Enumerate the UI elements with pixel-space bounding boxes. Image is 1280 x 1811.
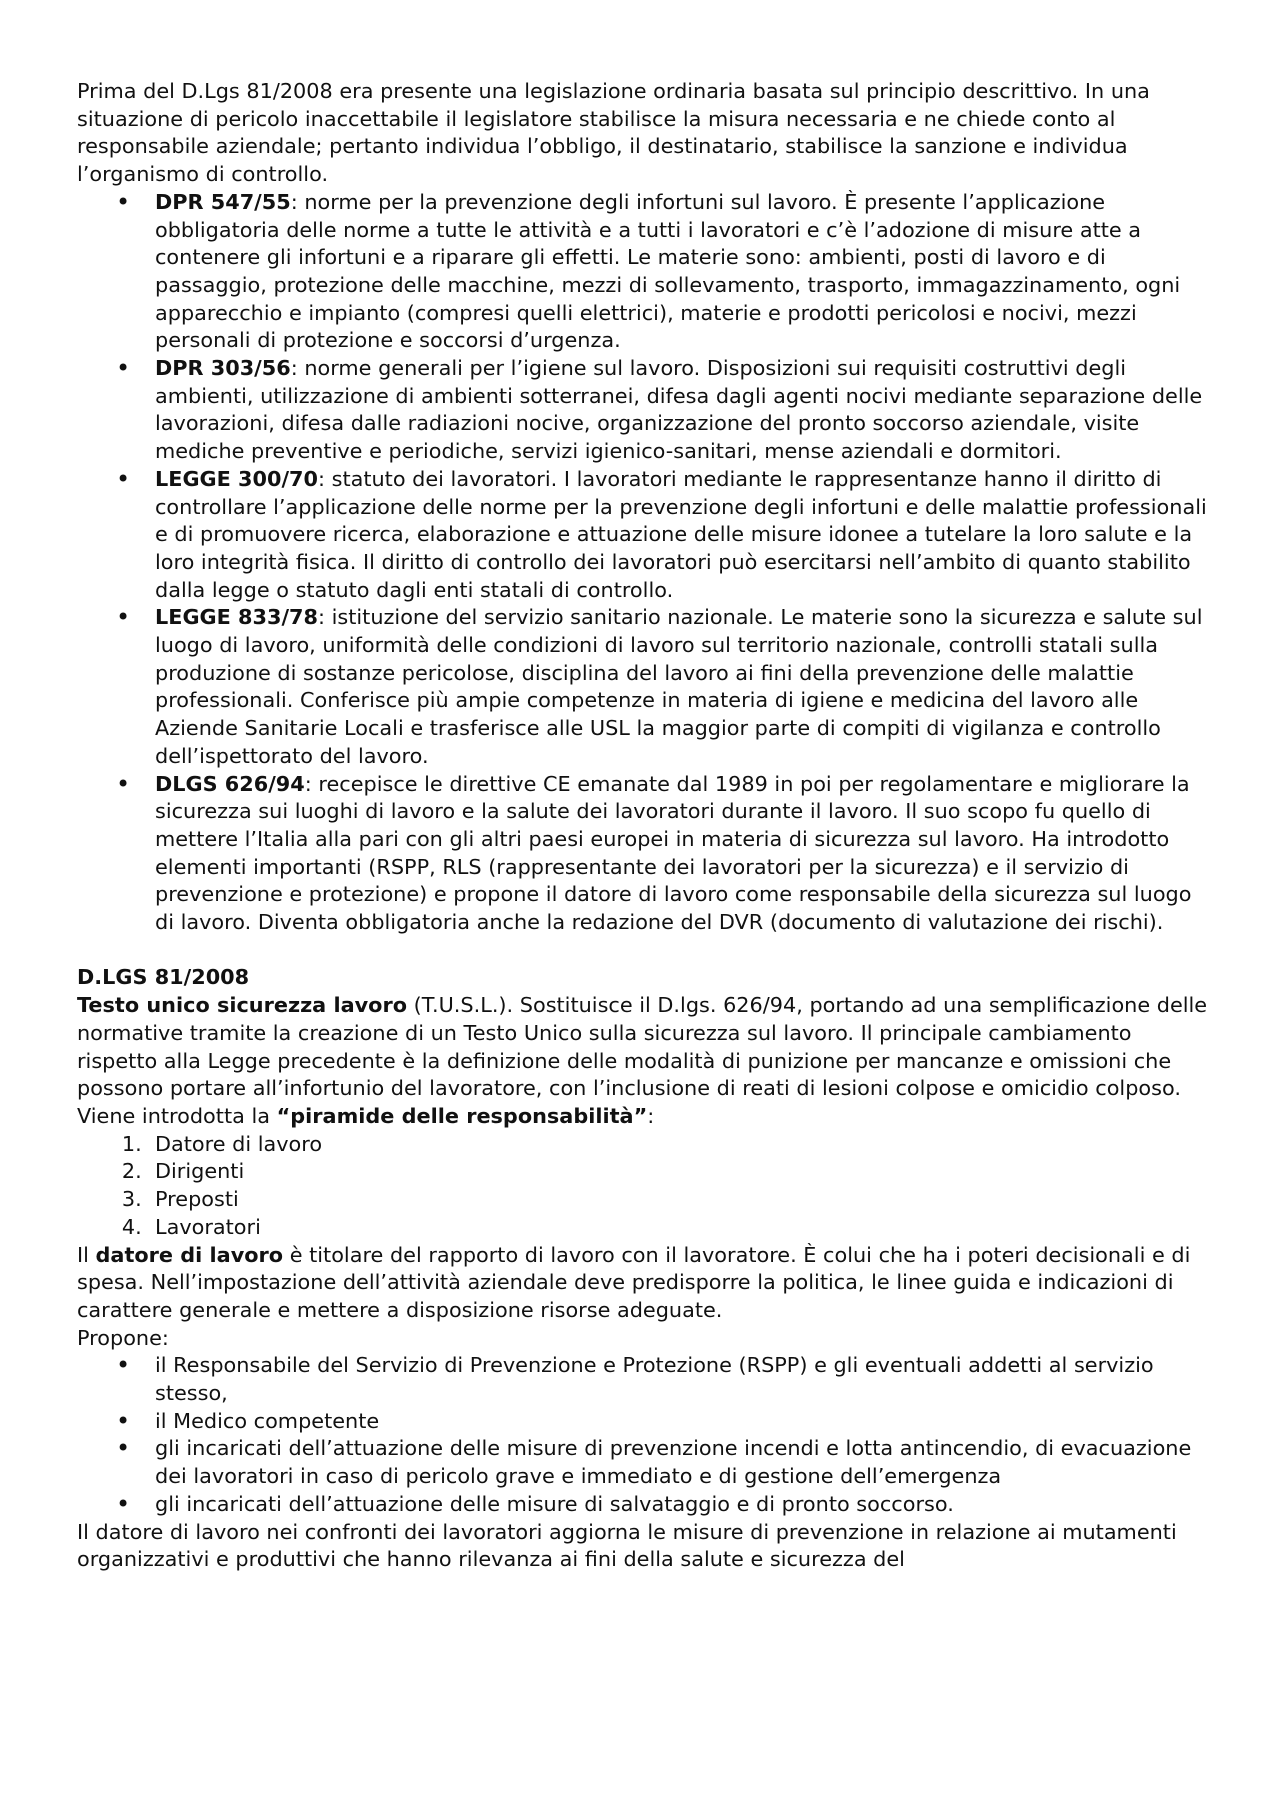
document-page: [77, 78, 1217, 1574]
law-description: : recepisce le direttive CE emanate dal 1989 in poi per regolamentare e migliorare la sicurezza sui luoghi di lavoro e la salute dei lavoratori durante il lavoro. Il suo scopo fu quello di mettere l’Italia alla pari con gli altri paesi europei in materia di sicurezza sul lavoro. Ha introdotto elementi importanti (RSPP, RLS (rappresentante dei lavoratori per la sicurezza) e il servizio di prevenzione e protezione) e propone il datore di lavoro come responsabile della sicurezza sul luogo di lavoro. Diventa obbligatoria anche la redazione del DVR (documento di valutazione dei rischi).: [155, 771, 1192, 935]
list-item: • il Medico competente: [155, 1408, 1217, 1436]
law-description: : istituzione del servizio sanitario nazionale. Le materie sono la sicurezza e salute sul luogo di lavoro, uniformità delle condizioni di lavoro sul territorio nazionale, controlli statali sulla produzione di sostanze pericolose, disciplina del lavoro ai fini della prevenzione delle malattie professionali. Conferisce più ampie competenze in materia di igiene e medicina del lavoro alle Aziende Sanitarie Locali e trasferisce alle USL la maggior parte di compiti di vigilanza e controllo dell’ispettorato del lavoro.: [155, 605, 1203, 768]
law-title: DPR 303/56: [155, 356, 291, 381]
list-item: [155, 189, 1217, 355]
law-title: LEGGE 833/78: [155, 605, 318, 630]
list-item: 3. Preposti: [155, 1186, 1217, 1214]
list-item: [155, 771, 1217, 937]
pyramid-title: “piramide delle responsabilità”: [276, 1104, 648, 1128]
list-item: 4. Lavoratori: [155, 1214, 1217, 1242]
pyramid-list: [77, 1131, 1217, 1242]
intro-paragraph: Prima del D.Lgs 81/2008 era presente una legislazione ordinaria basata sul principio descrittivo. In una situazione di pericolo inaccettabile il legislatore stabilisce la misura necessaria e ne chiede conto al responsabile aziendale; pertanto individua l’obbligo, il destinatario, stabilisce la sanzione e individua l’organismo di controllo.: [77, 79, 1150, 187]
tusl-title: Testo unico sicurezza lavoro: [77, 993, 408, 1018]
law-title: LEGGE 300/70: [155, 466, 318, 491]
propone-list: [77, 1352, 1217, 1518]
list-item: [155, 355, 1217, 466]
history-list: [77, 189, 1217, 937]
list-item: [155, 466, 1217, 605]
closing-paragraph: Il datore di lavoro nei confronti dei lavoratori aggiorna le misure di prevenzione in relazione ai mutamenti organizzativi e produttivi che hanno rilevanza ai fini della salute e sicurezza del: [77, 1519, 1177, 1572]
tusl-paragraph: [77, 992, 1217, 1103]
law-description: : norme per la prevenzione degli infortuni sul lavoro. È presente l’applicazione obbligatoria delle norme a tutte le attività e a tutti i lavoratori e c’è l’adozione di misure atte a contenere gli infortuni e a riparare gli effetti. Le materie sono: ambienti, posti di lavoro e di passaggio, protezione delle macchine, mezzi di sollevamento, trasporto, immagazzinamento, ogni apparecchio e impianto (compresi quelli elettrici), materie e prodotti pericolosi e nocivi, mezzi personali di protezione e soccorsi d’urgenza.: [155, 189, 1181, 353]
law-title: DLGS 626/94: [155, 771, 305, 796]
section-heading: D.LGS 81/2008: [77, 965, 250, 990]
law-description: : statuto dei lavoratori. I lavoratori mediante le rappresentanze hanno il diritto di controllare l’applicazione delle norme per la prevenzione degli infortuni e delle malattie professionali e di promuovere ricerca, elaborazione e attuazione delle misure idonee a tutelare la loro salute e la loro integrità fisica. Il diritto di controllo dei lavoratori può esercitarsi nell’ambito di quanto stabilito dalla legge o statuto dagli enti statali di controllo.: [155, 466, 1207, 602]
pyramid-intro: Viene introdotta la “piramide delle responsabilità”:: [77, 1104, 655, 1128]
datore-title: datore di lavoro: [95, 1242, 284, 1267]
list-item: 1. Datore di lavoro: [155, 1131, 1217, 1159]
datore-paragraph: Il datore di lavoro è titolare del rapporto di lavoro con il lavoratore. È colui che ha i poteri decisionali e di spesa. Nell’impostazione dell’attività aziendale deve predisporre la politica, le linee guida e indicazioni di carattere generale e mettere a disposizione risorse adeguate.: [77, 1242, 1191, 1322]
law-title: DPR 547/55: [155, 189, 291, 214]
list-item: 2. Dirigenti: [155, 1158, 1217, 1186]
propone-label: Propone:: [77, 1325, 169, 1350]
list-item: • gli incaricati dell’attuazione delle misure di prevenzione incendi e lotta antincendio, di evacuazione dei lavoratori in caso di pericolo grave e immediato e di gestione dell’emergenza: [155, 1435, 1217, 1490]
list-item: • gli incaricati dell’attuazione delle misure di salvataggio e di pronto soccorso.: [155, 1491, 1217, 1519]
list-item: • il Responsabile del Servizio di Prevenzione e Protezione (RSPP) e gli eventuali addetti al servizio stesso,: [155, 1352, 1217, 1407]
tusl-text: (T.U.S.L.). Sostituisce il D.lgs. 626/94, portando ad una semplificazione delle normative tramite la creazione di un Testo Unico sulla sicurezza sul lavoro. Il principale cambiamento rispetto alla Legge precedente è la definizione delle modalità di punizione per mancanze e omissioni che possono portare all’infortunio del lavoratore, con l’inclusione di reati di lesioni colpose e omicidio colposo.: [77, 993, 1208, 1101]
law-description: : norme generali per l’igiene sul lavoro. Disposizioni sui requisiti costruttivi degli ambienti, utilizzazione di ambienti sotterranei, difesa dagli agenti nocivi mediante separazione delle lavorazioni, difesa dalle radiazioni nocive, organizzazione del pronto soccorso aziendale, visite mediche preventive e periodiche, servizi igienico-sanitari, mense aziendali e dormitori.: [155, 356, 1203, 464]
list-item: [155, 604, 1217, 770]
blank-line: [77, 937, 1217, 965]
